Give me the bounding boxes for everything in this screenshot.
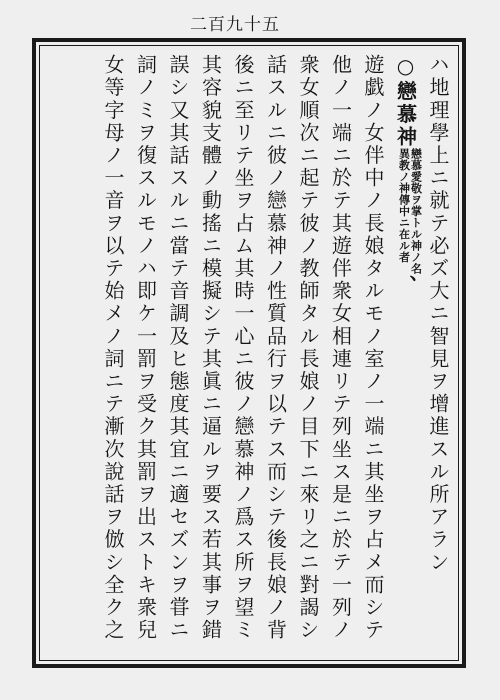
text-column-2: 遊戯ノ女伴中ノ長娘タルモノ室ノ一端ニ其坐ヲ占メ而シテ — [361, 54, 385, 642]
text-column-3: 他ノ一端ニ於テ其遊伴衆女相連リテ列坐ス是ニ於テ一列ノ — [328, 54, 353, 642]
text-column-9: 詞ノミヲ復スルモノハ即ケ一罰ヲ受ク其罰ヲ出ストキ衆兒 — [133, 54, 158, 642]
heading-punctuation: 、 — [393, 274, 418, 298]
text-column-5: 話スルニ彼ノ戀慕神ノ性質品行ヲ以テス而シテ後長娘ノ背 — [263, 54, 288, 642]
heading-note-1: 戀慕愛敬ヲ掌トル神ノ名 — [409, 148, 423, 275]
heading-note-2: 異教ノ神傳中ニ在ル者 — [397, 148, 411, 264]
text-column-1: ハ地理學上ニ就テ必ズ大ニ智見ヲ增進スル所アラン — [426, 54, 450, 574]
outer-border-frame — [32, 38, 466, 668]
heading-annotation — [398, 148, 422, 275]
text-column-4: 衆女順次ニ起テ彼ノ教師タル長娘ノ目下ニ來リ之ニ對謁シ — [296, 54, 320, 642]
section-heading-column — [389, 54, 422, 654]
page-number: 二百九十五 — [190, 15, 280, 35]
heading-title: 戀慕神 — [393, 80, 418, 149]
text-column-6: 後ニ至リテ坐ヲ占ム其時一心ニ彼ノ戀慕神ノ爲ス所ヲ望ミ — [231, 54, 255, 642]
text-column-7: 其容貌支體ノ動搖ニ模擬シテ其眞ニ逼ルヲ要ス若其事ヲ錯 — [198, 54, 223, 642]
text-column-10: 女等字母ノ一音ヲ以テ始メノ詞ニテ漸次說話ヲ倣シ全ク之 — [101, 54, 125, 642]
vertical-text-body — [46, 54, 454, 654]
heading-marker: ○ — [393, 54, 418, 81]
text-column-8: 誤シ又其話スルニ當テ音調及ヒ態度其宜ニ適セズンヲ甞ニ — [166, 54, 190, 642]
